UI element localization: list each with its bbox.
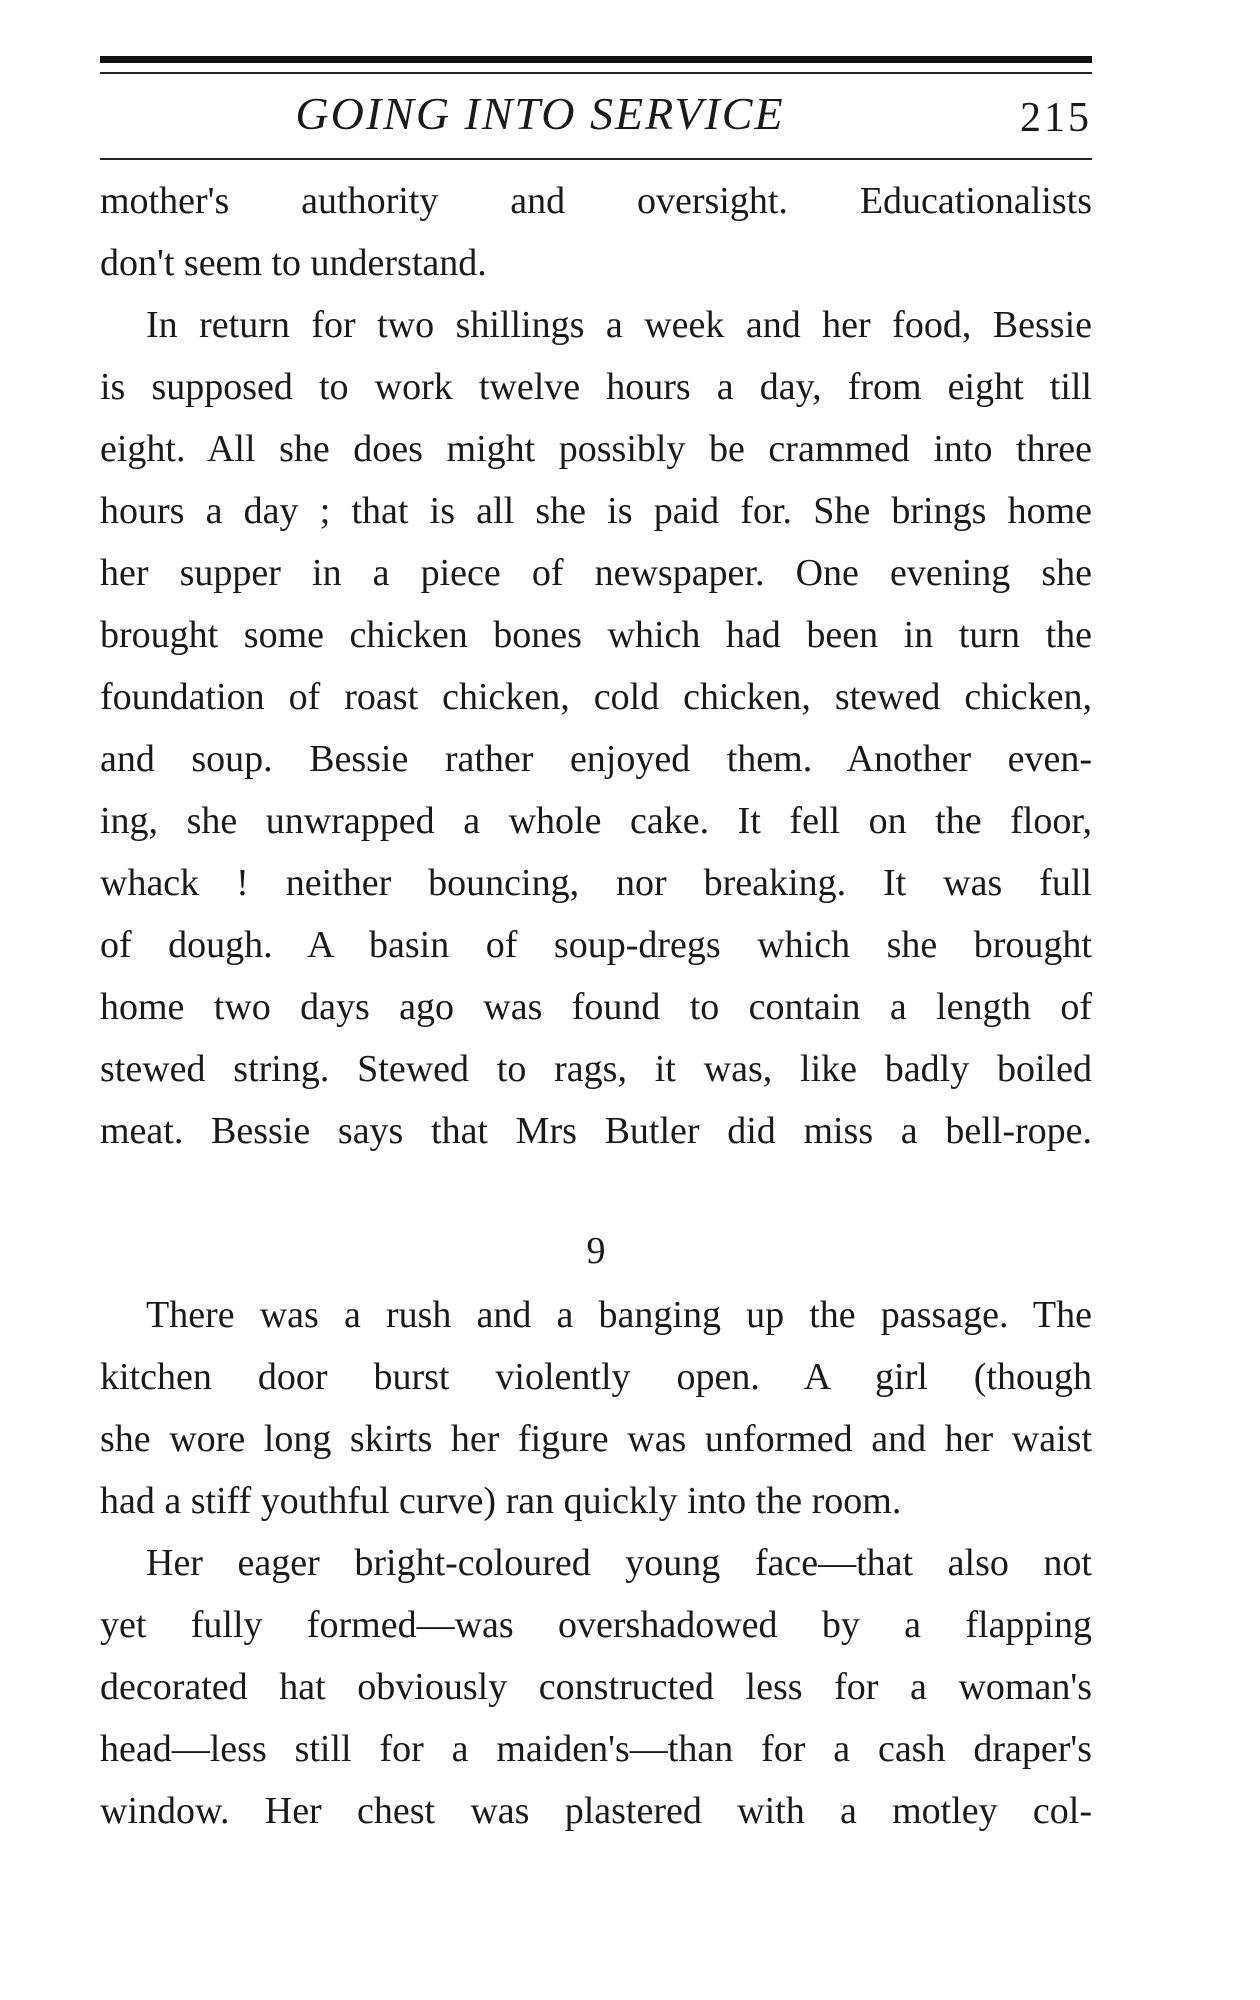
text-line: There was a rush and a banging up the passage. The xyxy=(146,1294,1092,1336)
text-line: ing, she unwrapped a whole cake. It fell on the floor, xyxy=(100,800,1092,842)
book-page xyxy=(100,0,1092,2000)
text-line: foundation of roast chicken, cold chicken, stewed chicken, xyxy=(100,676,1092,718)
text-line: mother's authority and oversight. Educationalists xyxy=(100,180,1092,222)
running-header xyxy=(100,86,1092,142)
text-line: don't seem to understand. xyxy=(100,242,487,284)
text-line: of dough. A basin of soup-dregs which she brought xyxy=(100,924,1092,966)
text-line: is supposed to work twelve hours a day, from eight till xyxy=(100,366,1092,408)
text-line: she wore long skirts her figure was unformed and her waist xyxy=(100,1418,1092,1460)
text-line: kitchen door burst violently open. A girl (though xyxy=(100,1356,1092,1398)
text-line: head—less still for a maiden's—than for a cash draper's xyxy=(100,1728,1092,1770)
text-line: stewed string. Stewed to rags, it was, like badly boiled xyxy=(100,1048,1092,1090)
header-bottom-rule xyxy=(100,158,1092,160)
text-line: her supper in a piece of newspaper. One evening she xyxy=(100,552,1092,594)
paragraph xyxy=(100,170,1092,294)
text-line: In return for two shillings a week and her food, Bessie xyxy=(146,304,1092,346)
text-line: whack ! neither bouncing, nor breaking. It was full xyxy=(100,862,1092,904)
running-title: GOING INTO SERVICE xyxy=(295,88,785,139)
section-number: 9 xyxy=(586,1230,606,1272)
page-number: 215 xyxy=(1020,95,1092,141)
text-line: brought some chicken bones which had been in turn the xyxy=(100,614,1092,656)
text-line: window. Her chest was plastered with a motley col- xyxy=(100,1790,1092,1832)
text-line: meat. Bessie says that Mrs Butler did miss a bell-rope. xyxy=(100,1110,1092,1152)
paragraph xyxy=(100,294,1092,1162)
body-text xyxy=(100,170,1092,1842)
text-line: home two days ago was found to contain a length of xyxy=(100,986,1092,1028)
text-line: Her eager bright-coloured young face—that also not xyxy=(146,1542,1092,1584)
text-line: yet fully formed—was overshadowed by a flapping xyxy=(100,1604,1092,1646)
text-line: and soup. Bessie rather enjoyed them. Another even- xyxy=(100,738,1092,780)
header-thin-rule xyxy=(100,72,1092,74)
text-line: eight. All she does might possibly be crammed into three xyxy=(100,428,1092,470)
paragraph xyxy=(100,1532,1092,1842)
text-line: decorated hat obviously constructed less for a woman's xyxy=(100,1666,1092,1708)
text-line: had a stiff youthful curve) ran quickly into the room. xyxy=(100,1480,902,1522)
paragraph xyxy=(100,1284,1092,1532)
section-gap xyxy=(100,1162,1092,1220)
text-line: hours a day ; that is all she is paid for. She brings home xyxy=(100,490,1092,532)
header-thick-rule xyxy=(100,56,1092,63)
